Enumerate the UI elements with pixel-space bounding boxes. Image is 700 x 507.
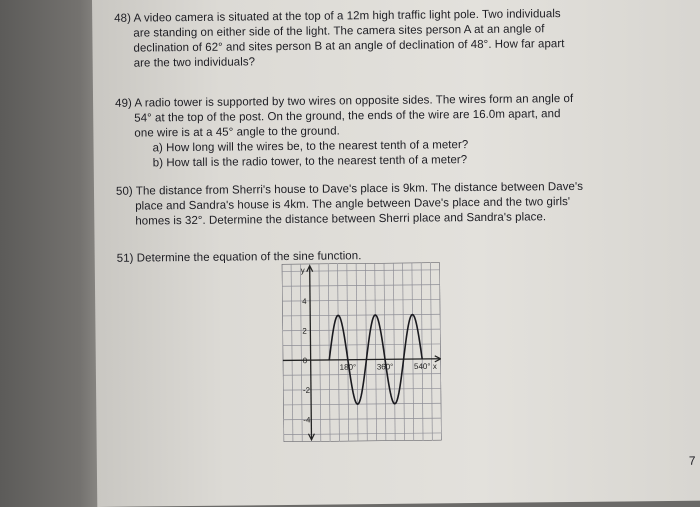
question-text: homes is 32°. Determine the distance between Sherri place and Sandra's place. [135,211,547,228]
y-tick-label: 4 [302,296,307,306]
y-tick-label: -4 [303,415,311,425]
question-part-b: b) How tall is the radio tower, to the nearest tenth of a meter? [152,154,468,170]
question-text: A radio tower is supported by two wires on opposite sides. The wires form an angle of [134,92,574,110]
question-text: Determine the equation of the sine function. [136,250,362,265]
question-number: 48) [114,12,132,25]
page-number: 7 [688,453,696,468]
x-tick-label: 540° [413,361,431,372]
grid-line [283,344,441,346]
y-axis [310,266,312,440]
grid-line [283,374,441,376]
question-text: are the two individuals? [133,56,256,70]
grid-line [375,263,377,441]
grid-line [412,263,414,441]
grid-line [393,263,395,441]
grid-line [440,262,442,440]
question-text: one wire is at a 45° angle to the ground. [134,125,340,140]
worksheet-page [92,0,700,507]
grid-line [283,403,441,405]
page-shadow [0,0,100,507]
question-text: 54° at the top of the post. On the ground, the ends of the wire are 16.0m apart, and [134,108,561,125]
y-tick-label: 0 [302,356,308,366]
sine-graph [282,262,442,442]
y-tick-label: -2 [302,385,311,395]
grid-line [430,262,432,440]
grid-line [338,263,340,441]
x-tick-label: 180° [339,362,357,372]
question-text: The distance from Sherri's house to Dave's place is 9km. The distance between Dave's [135,180,584,198]
grid-line [291,264,293,442]
question-49 [115,92,574,172]
question-text: are standing on either side of the light. The camera sites person A at an angle of [133,23,545,40]
x-tick-label: 360° [376,362,394,372]
question-50 [116,180,583,230]
y-tick-label: 2 [302,326,307,336]
question-48 [114,7,565,72]
question-text: place and Sandra's house is 4km. The angle between Dave's place and the two girls' [135,196,571,213]
grid-line [356,263,358,441]
grid-line [284,433,442,435]
grid-line [282,314,440,316]
grid-line [319,264,321,442]
question-number: 50) [115,185,133,198]
question-part-a: a) How long will the wires be, to the nearest tenth of a meter? [152,139,469,155]
grid-line [300,264,302,442]
question-number: 51) [116,252,134,265]
grid-line [282,270,440,272]
question-number: 49) [115,97,132,110]
grid-line [282,285,440,287]
x-axis-label: x [432,361,437,371]
question-text: declination of 62° and sites person B at an angle of declination of 48°. How far apart [133,38,565,55]
question-text: A video camera is situated at the top of a 12m high traffic light pole. Two individuals [133,8,561,25]
grid-line [282,264,284,442]
y-axis-label: y [300,265,305,275]
